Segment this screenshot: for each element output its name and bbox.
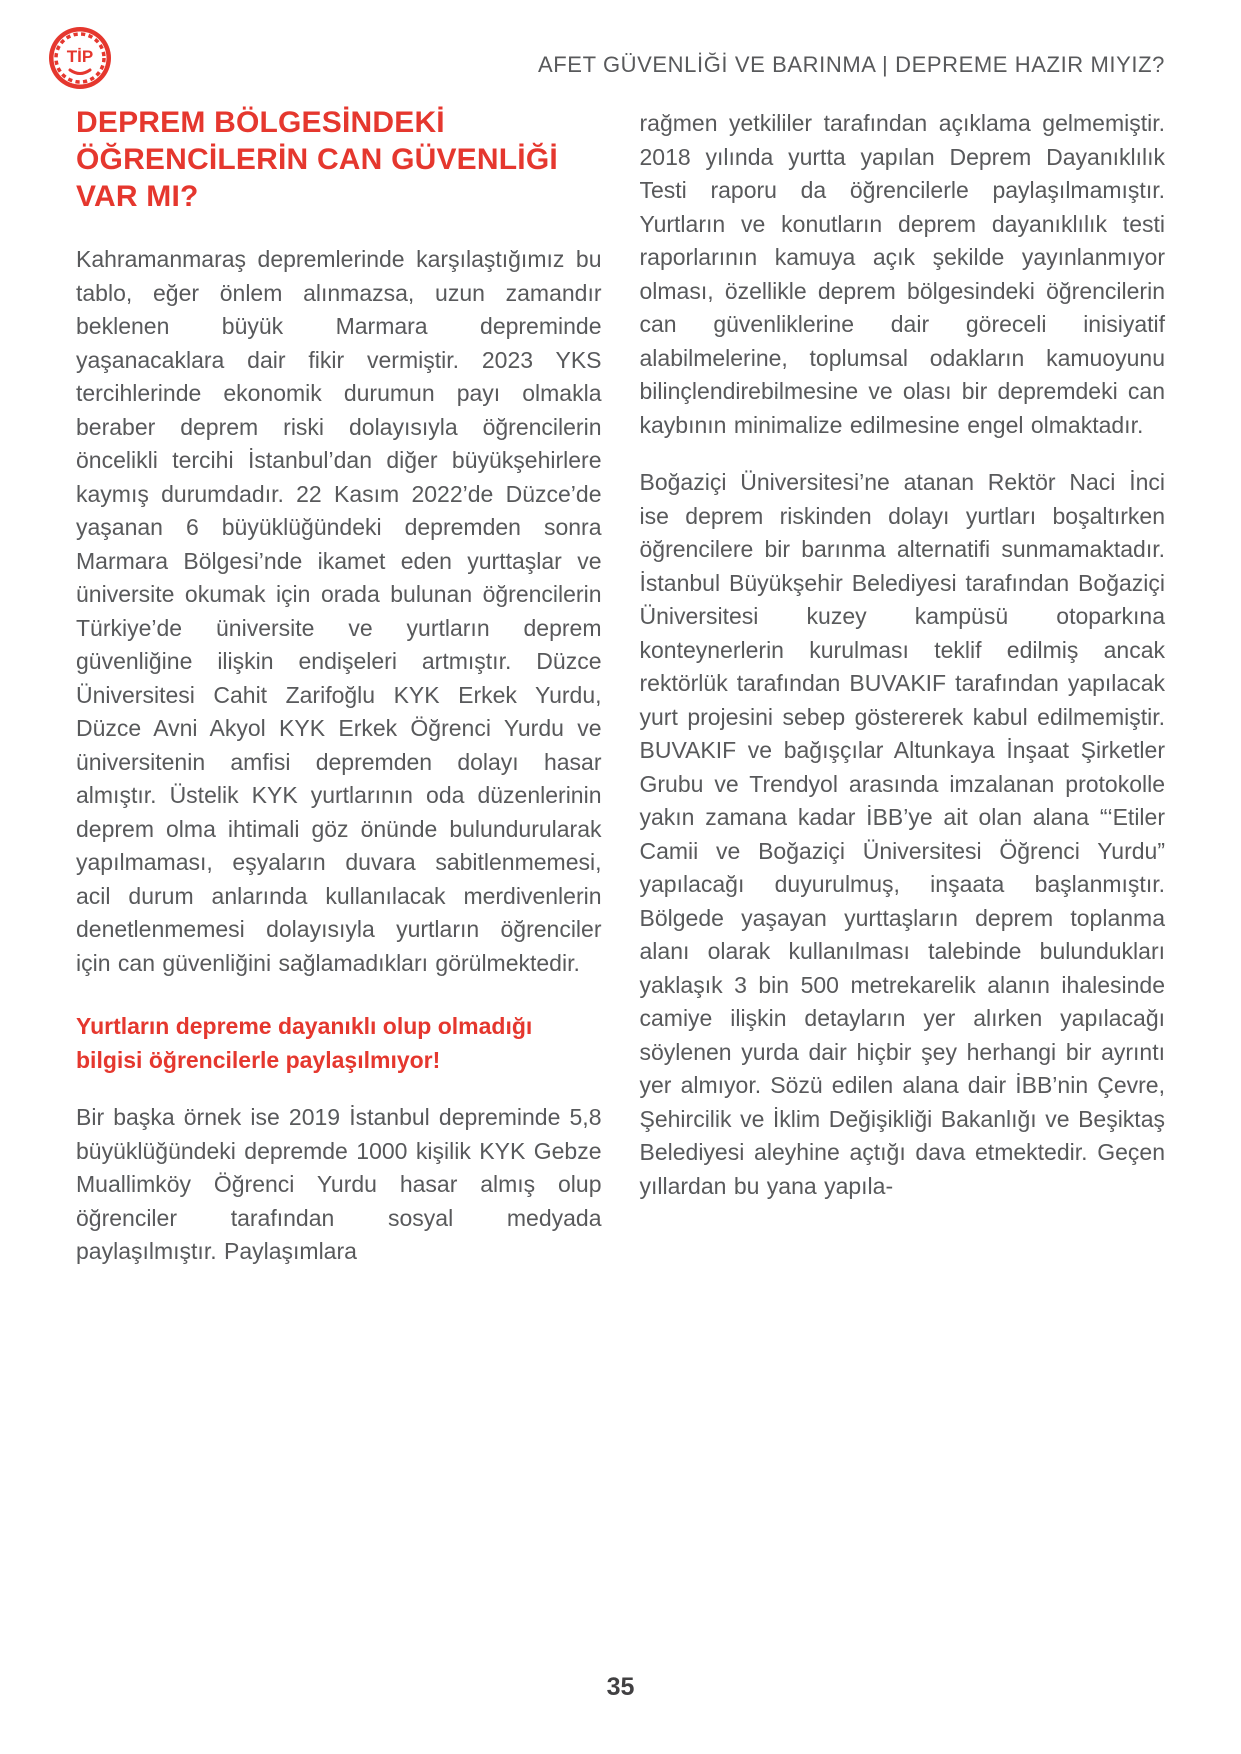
page-number: 35 — [606, 1673, 635, 1701]
paragraph: Boğaziçi Üniversitesi’ne atanan Rektör Naci İnci ise deprem riskinden dolayı yurtları boşaltırken öğrencilere bir barınma alternatifi sunmamaktadır. İstanbul Büyükşehir Belediyesi tarafından Boğaziçi Üniversitesi kuzey kampüsü otoparkına konteynerlerin kurulması teklif edilmiş ancak rektörlük tarafından BUVAKIF tarafından yapılacak yurt projesini sebep göstererek kabul edilmemiştir. BUVAKIF ve bağışçılar Altunkaya İnşaat Şirketler Grubu ve Trendyol arasında imzalanan protokolle yakın zamana kadar İBB’ye ait olan alana “‘Etiler Camii ve Boğaziçi Üniversitesi Öğrenci Yurdu” yapılacağı duyurulmuş, inşaata başlanmıştır. Bölgede yaşayan yurttaşların deprem toplanma alanı olarak kullanılması talebinde bulundukları yaklaşık 3 bin 500 metrekarelik alanın ihalesinde camiye ilişkin detayların yer alırken yapılacağı söylenen yurda dair hiçbir şey herhangi bir ayrıntı yer almıyor. Sözü edilen alana dair İBB’nin Çevre, Şehircilik ve İklim Değişikliği Bakanlığı ve Beşiktaş Belediyesi aleyhine açtığı dava etmektedir. Geçen yıllardan bu yana yapıla- — [639, 469, 1165, 1199]
running-header-title: AFET GÜVENLİĞİ VE BARINMA | DEPREME HAZIR MIYIZ? — [538, 52, 1165, 77]
paragraph: rağmen yetkililer tarafından açıklama gelmemiştir. 2018 yılında yurtta yapılan Deprem Dayanıklılık Testi raporu da öğrencilerle paylaşılmamıştır. Yurtların ve konutların deprem dayanıklılık testi raporlarının kamuya açık şekilde yayınlanmıyor olması, özellikle deprem bölgesindeki öğrencilerin can güvenliklerine dair göreceli inisiyatif alabilmelerine, toplumsal odakların kamuoyunu bilinçlendirebilmesine ve olası bir depremdeki can kaybının minimalize edilmesine engel olmaktadır. — [639, 110, 1165, 438]
right-column — [640, 104, 1166, 1293]
paragraph: Kahramanmaraş depremlerinde karşılaştığımız bu tablo, eğer önlem alınmazsa, uzun zamandır beklenen büyük Marmara depreminde yaşanacaklara dair fikir vermiştir. 2023 YKS tercihlerinde ekonomik durumun payı olmakla beraber deprem riski dolayısıyla öğrencilerin öncelikli tercihi İstanbul’dan diğer büyükşehirlere kaymış durumdadır. 22 Kasım 2022’de Düzce’de yaşanan 6 büyüklüğündeki depremden sonra Marmara Bölgesi’nde ikamet eden yurttaşlar ve üniversite okumak için orada bulunan öğrencilerin Türkiye’de üniversite ve yurtların deprem güvenliğine ilişkin endişeleri artmıştır. Düzce Üniversitesi Cahit Zarifoğlu KYK Erkek Yurdu, Düzce Avni Akyol KYK Erkek Öğrenci Yurdu ve üniversitenin amfisi depremden dolayı hasar almıştır. Üstelik KYK yurtlarının oda düzenlerinin deprem olma ihtimali göz önünde bulundurularak yapılmaması, eşyaların duvara sabitlenmemesi, acil durum anlarında kullanılacak merdivenlerin denetlenmemesi dolayısıyla yurtların öğrenciler için can güvenliğini sağlamadıkları görülmektedir. — [76, 246, 602, 976]
article-columns — [76, 104, 1165, 1293]
left-column — [76, 104, 602, 1293]
article-subheading: Yurtların depreme dayanıklı olup olmadığı bilgisi öğrencilerle paylaşılmıyor! — [76, 1013, 533, 1073]
article-heading: DEPREM BÖLGESİNDEKİ ÖĞRENCİLERİN CAN GÜVENLİĞİ VAR MI? — [76, 106, 558, 213]
page-header — [66, 28, 1165, 90]
logo-text: TİP — [66, 47, 94, 66]
tip-party-logo-icon — [48, 26, 112, 90]
paragraph: Bir başka örnek ise 2019 İstanbul depreminde 5,8 büyüklüğündeki depremde 1000 kişilik KYK Gebze Muallimköy Öğrenci Yurdu hasar almış olup öğrenciler tarafından sosyal medyada paylaşılmıştır. Paylaşımlara — [76, 1104, 602, 1264]
